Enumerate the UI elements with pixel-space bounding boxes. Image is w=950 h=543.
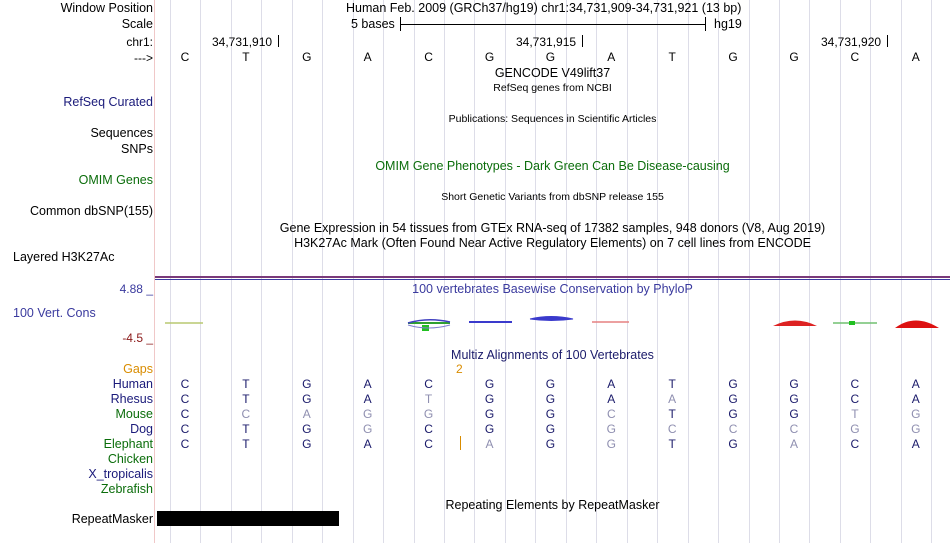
track-separator-blue [155, 279, 950, 280]
guide-line [444, 0, 445, 543]
alignment-base: G [302, 422, 312, 436]
alignment-base: A [789, 437, 798, 451]
alignment-base: G [484, 407, 495, 421]
alignment-base: T [242, 377, 250, 391]
alignment-base: G [850, 422, 860, 436]
reference-base: C [850, 50, 860, 64]
alignment-base: G [484, 377, 495, 391]
alignment-base: A [363, 392, 372, 406]
phylop-max-value: 4.88 _ [119, 282, 153, 296]
alignment-base: A [607, 392, 616, 406]
alignment-base: G [545, 392, 556, 406]
alignment-base: T [668, 377, 676, 391]
reference-base: G [728, 50, 738, 64]
guide-line [809, 0, 810, 543]
alignment-base: C [850, 377, 860, 391]
window-position-value: Human Feb. 2009 (GRCh37/hg19) chr1:34,731,909-34,731,921 (13 bp) [346, 1, 742, 15]
reference-base: A [363, 50, 372, 64]
alignment-base: G [545, 377, 556, 391]
alignment-base: G [606, 422, 616, 436]
alignment-base: G [545, 422, 556, 436]
track-separator [155, 276, 950, 278]
alignment-base: C [180, 422, 190, 436]
phylop-min-value: -4.5 _ [122, 331, 153, 345]
alignment-base: C [180, 377, 190, 391]
reference-base: C [180, 50, 190, 64]
repeat-element-block[interactable] [157, 511, 339, 526]
alignment-base: T [668, 407, 676, 421]
alignment-base: C [180, 392, 190, 406]
window-position-label: Window Position [60, 1, 153, 15]
species-label[interactable]: Zebrafish [100, 482, 153, 496]
guide-line [688, 0, 689, 543]
guide-line [749, 0, 750, 543]
repeatmasker-track-title[interactable]: Repeating Elements by RepeatMasker [445, 498, 660, 512]
reference-base: G [789, 50, 799, 64]
elephant-gap-marker [460, 436, 461, 450]
alignment-base: G [789, 377, 799, 391]
alignment-base: G [363, 422, 373, 436]
alignment-base: G [728, 437, 738, 451]
scale-db-label: hg19 [714, 17, 742, 31]
alignment-base: G [545, 437, 556, 451]
repeatmasker-track-label[interactable]: RepeatMasker [71, 512, 153, 526]
phylop-track-label[interactable]: 100 Vert. Cons [13, 306, 96, 320]
guide-line [231, 0, 232, 543]
guide-line [170, 0, 171, 543]
alignment-base: C [424, 437, 433, 451]
label-column-separator [154, 0, 155, 543]
position-tick-mark-2 [582, 35, 583, 47]
reference-base: T [242, 50, 250, 64]
publications-track-title[interactable]: Publications: Sequences in Scientific Articles [448, 113, 657, 125]
alignment-base: C [241, 407, 251, 421]
guide-line [931, 0, 932, 543]
reference-base: G [302, 50, 312, 64]
reference-base: T [668, 50, 676, 64]
alignment-base: G [363, 407, 373, 421]
omim-track-label[interactable]: OMIM Genes [78, 173, 153, 187]
multiz-track-title[interactable]: Multiz Alignments of 100 Vertebrates [451, 348, 654, 362]
alignment-base: G [728, 392, 738, 406]
guide-line [779, 0, 780, 543]
alignment-base: G [728, 377, 738, 391]
position-tick-mark-3 [887, 35, 888, 47]
position-tick-3: 34,731,920 [821, 35, 882, 49]
alignment-base: T [242, 437, 250, 451]
alignment-base: C [850, 437, 860, 451]
alignment-base: T [851, 407, 859, 421]
refseq-track-subtitle[interactable]: RefSeq genes from NCBI [493, 82, 612, 94]
alignment-base: G [911, 422, 921, 436]
alignment-base: G [789, 407, 799, 421]
phylop-conservation-plot [155, 305, 950, 335]
species-label[interactable]: Rhesus [110, 392, 153, 406]
alignment-base: G [789, 392, 799, 406]
guide-line [414, 0, 415, 543]
alignment-base: C [850, 392, 860, 406]
alignment-base: A [911, 377, 920, 391]
alignment-base: G [728, 407, 738, 421]
guide-line [870, 0, 871, 543]
guide-line [627, 0, 628, 543]
dbsnp-track-title[interactable]: Short Genetic Variants from dbSNP release 155 [441, 191, 664, 203]
chrom-label: chr1: [126, 35, 153, 49]
gaps-track-label[interactable]: Gaps [123, 362, 153, 376]
scale-label: Scale [121, 17, 153, 31]
alignment-base: T [668, 437, 676, 451]
alignment-base: G [423, 407, 434, 421]
alignment-base: G [484, 392, 495, 406]
position-tick-mark-1 [278, 35, 279, 47]
alignment-base: C [789, 422, 799, 436]
snps-track-label[interactable]: SNPs [121, 142, 153, 156]
alignment-base: T [424, 392, 433, 406]
reference-base: C [424, 50, 433, 64]
species-label[interactable]: Chicken [107, 452, 153, 466]
alignment-base: G [606, 437, 616, 451]
species-label[interactable]: Mouse [115, 407, 153, 421]
alignment-base: T [242, 422, 250, 436]
scale-bar [400, 17, 706, 31]
position-tick-1: 34,731,910 [212, 35, 273, 49]
guide-line [322, 0, 323, 543]
alignment-base: A [363, 377, 372, 391]
species-label[interactable]: Elephant [103, 437, 153, 451]
reference-base: A [911, 50, 920, 64]
gaps-value: 2 [456, 362, 463, 376]
phylop-track-title[interactable]: 100 vertebrates Basewise Conservation by PhyloP [412, 282, 693, 296]
alignment-base: C [424, 377, 433, 391]
alignment-base: G [302, 437, 312, 451]
reference-base: A [607, 50, 616, 64]
alignment-base: A [302, 407, 311, 421]
omim-track-title[interactable]: OMIM Gene Phenotypes - Dark Green Can Be Disease-causing [375, 159, 730, 173]
dbsnp-track-label[interactable]: Common dbSNP(155) [30, 204, 153, 218]
alignment-base: A [485, 437, 494, 451]
alignment-base: G [302, 377, 312, 391]
guide-line [474, 0, 475, 543]
h3k27ac-track-label[interactable]: Layered H3K27Ac [13, 250, 115, 264]
guide-line [261, 0, 262, 543]
alignment-base: C [180, 437, 190, 451]
strand-label: ---> [134, 51, 153, 65]
species-label[interactable]: Dog [130, 422, 153, 436]
species-label[interactable]: X_tropicalis [88, 467, 153, 481]
alignment-base: C [667, 422, 677, 436]
alignment-base: T [242, 392, 250, 406]
position-tick-2: 34,731,915 [516, 35, 577, 49]
reference-base: G [484, 50, 495, 64]
sequences-track-label[interactable]: Sequences [90, 126, 153, 140]
alignment-base: A [607, 377, 616, 391]
guide-line [383, 0, 384, 543]
guide-line [840, 0, 841, 543]
scale-text: 5 bases [351, 17, 395, 31]
reference-base: G [545, 50, 556, 64]
alignment-base: G [545, 407, 556, 421]
alignment-base: G [302, 392, 312, 406]
guide-line [657, 0, 658, 543]
guide-line [200, 0, 201, 543]
alignment-base: A [363, 437, 372, 451]
alignment-base: C [728, 422, 738, 436]
alignment-base: G [484, 422, 495, 436]
alignment-base: G [911, 407, 921, 421]
guide-line [718, 0, 719, 543]
gencode-track-title[interactable]: GENCODE V49lift37 [494, 66, 611, 80]
guide-line [353, 0, 354, 543]
guide-line [292, 0, 293, 543]
alignment-base: C [606, 407, 616, 421]
alignment-base: C [424, 422, 433, 436]
alignment-base: A [911, 437, 920, 451]
species-label[interactable]: Human [112, 377, 153, 391]
alignment-base: A [668, 392, 677, 406]
alignment-base: C [180, 407, 190, 421]
alignment-base: A [911, 392, 920, 406]
guide-line [901, 0, 902, 543]
gtex-track-title[interactable]: Gene Expression in 54 tissues from GTEx RNA-seq of 17382 samples, 948 donors (V8, Aug 2019) [279, 221, 826, 235]
h3k27ac-track-title[interactable]: H3K27Ac Mark (Often Found Near Active Regulatory Elements) on 7 cell lines from ENCODE [294, 236, 811, 250]
refseq-track-label[interactable]: RefSeq Curated [63, 95, 153, 109]
